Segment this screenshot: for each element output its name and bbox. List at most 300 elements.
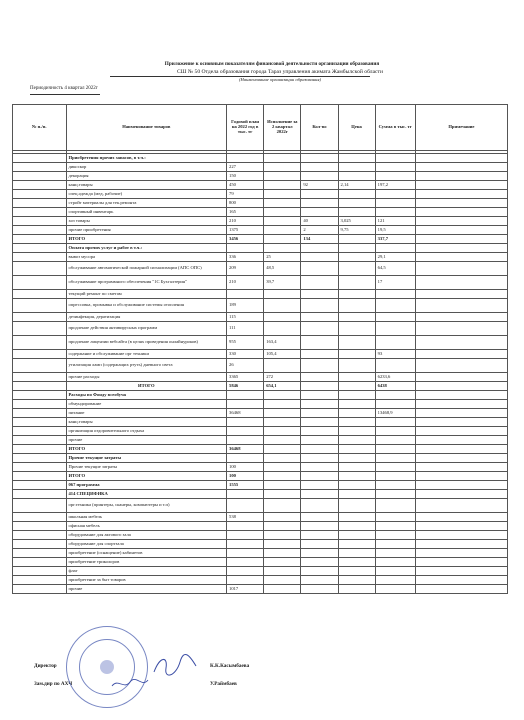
cell-name: прочие: [66, 585, 227, 594]
finance-table: [12, 104, 508, 594]
cell-sum: [375, 490, 415, 499]
deputy-name: У.Раймбаев: [210, 681, 237, 687]
director-label: Директор: [34, 663, 57, 669]
cell-sum: [375, 585, 415, 594]
table-row: [13, 208, 508, 217]
table-row: [13, 567, 508, 576]
cell-note: [415, 163, 507, 172]
cell-exec: [264, 226, 301, 235]
cell-qty: [301, 513, 338, 522]
cell-sum: [375, 172, 415, 181]
cell-note: [415, 463, 507, 472]
cell-exec: [264, 445, 301, 454]
cell-exec: [264, 531, 301, 540]
cell-exec: [264, 472, 301, 481]
cell-price: [338, 313, 375, 322]
cell-price: [338, 409, 375, 418]
cell-sum: [375, 208, 415, 217]
cell-price: [338, 290, 375, 299]
cell-n: [13, 235, 67, 244]
cell-plan: 79: [227, 190, 264, 199]
cell-n: [13, 549, 67, 558]
cell-name: спортивный инвентарь: [66, 208, 227, 217]
cell-sum: [375, 359, 415, 373]
cell-plan: [227, 558, 264, 567]
cell-n: [13, 253, 67, 262]
cell-plan: 3456: [227, 235, 264, 244]
cell-name: организация оздоровительного отдыха: [66, 427, 227, 436]
cell-exec: [264, 235, 301, 244]
cell-name: декорация: [66, 172, 227, 181]
cell-sum: [375, 513, 415, 522]
cell-n: [13, 290, 67, 299]
cell-plan: 100: [227, 463, 264, 472]
cell-note: [415, 336, 507, 350]
cell-name: спец.одежда (мед, рабочие): [66, 190, 227, 199]
cell-name: школьная мебель: [66, 513, 227, 522]
cell-note: [415, 436, 507, 445]
cell-exec: [264, 481, 301, 490]
cell-note: [415, 558, 507, 567]
cell-plan: 111: [227, 322, 264, 336]
cell-plan: [227, 436, 264, 445]
cell-name: дикоскор: [66, 163, 227, 172]
cell-name: обмундирование: [66, 400, 227, 409]
cell-sum: [375, 154, 415, 163]
period-label: Периодичность 4 квартал 2022г: [30, 86, 98, 91]
table-row: [13, 350, 508, 359]
cell-exec: [264, 163, 301, 172]
cell-sum: [375, 549, 415, 558]
cell-sum: [375, 472, 415, 481]
cell-note: [415, 409, 507, 418]
cell-exec: 48,5: [264, 262, 301, 276]
cell-qty: [301, 350, 338, 359]
cell-n: [13, 313, 67, 322]
cell-sum: 13468,9: [375, 409, 415, 418]
cell-n: [13, 262, 67, 276]
cell-price: [338, 382, 375, 391]
cell-qty: [301, 359, 338, 373]
cell-exec: 272: [264, 373, 301, 382]
cell-exec: 25: [264, 253, 301, 262]
cell-name: обслуживание автоматической пожарной сигнализации (АПС ОПС): [66, 262, 227, 276]
table-row: [13, 226, 508, 235]
cell-price: [338, 490, 375, 499]
deputy-label: Зам.дир по АХЧ: [34, 681, 73, 687]
cell-note: [415, 235, 507, 244]
deputy-signature: [110, 676, 150, 692]
cell-name: утилизация ламп (содержащих ртуть) дневного света: [66, 359, 227, 373]
cell-sum: [375, 418, 415, 427]
cell-name: питание: [66, 409, 227, 418]
cell-name: ИТОГО: [66, 382, 227, 391]
cell-sum: [375, 427, 415, 436]
col-header-note: Примечание: [415, 105, 507, 151]
cell-n: [13, 454, 67, 463]
cell-name: ИТОГО: [66, 472, 227, 481]
table-row: [13, 290, 508, 299]
cell-exec: [264, 290, 301, 299]
cell-exec: 39,7: [264, 276, 301, 290]
cell-plan: [227, 400, 264, 409]
table-row: [13, 190, 508, 199]
cell-plan: 165: [227, 208, 264, 217]
cell-qty: [301, 454, 338, 463]
cell-note: [415, 522, 507, 531]
table-row: [13, 253, 508, 262]
cell-exec: [264, 567, 301, 576]
cell-exec: [264, 436, 301, 445]
cell-sum: 93: [375, 350, 415, 359]
cell-price: 3,025: [338, 217, 375, 226]
table-row: [13, 163, 508, 172]
cell-n: [13, 190, 67, 199]
cell-sum: 121: [375, 217, 415, 226]
cell-qty: [301, 208, 338, 217]
cell-price: [338, 190, 375, 199]
cell-n: [13, 322, 67, 336]
cell-price: [338, 350, 375, 359]
cell-price: [338, 531, 375, 540]
cell-qty: [301, 336, 338, 350]
report-title: Приложение к основным показателям финансовой деятельности организации образования: [164, 61, 380, 67]
cell-n: [13, 400, 67, 409]
cell-sum: [375, 290, 415, 299]
table-header-row: [13, 105, 508, 151]
cell-sum: [375, 163, 415, 172]
cell-note: [415, 567, 507, 576]
cell-plan: 115: [227, 313, 264, 322]
cell-plan: [227, 244, 264, 253]
table-row: [13, 463, 508, 472]
cell-name: 067 программа: [66, 481, 227, 490]
cell-n: [13, 154, 67, 163]
cell-plan: 5846: [227, 382, 264, 391]
table-row: [13, 181, 508, 190]
col-header-sum: Сумма в тыс. тг: [375, 105, 415, 151]
cell-note: [415, 576, 507, 585]
cell-qty: 2: [301, 226, 338, 235]
cell-plan: 1555: [227, 481, 264, 490]
cell-exec: 654,1: [264, 382, 301, 391]
table-row: [13, 336, 508, 350]
cell-qty: [301, 163, 338, 172]
cell-qty: [301, 567, 338, 576]
cell-n: [13, 522, 67, 531]
cell-name: прочие: [66, 436, 227, 445]
cell-plan: 227: [227, 163, 264, 172]
cell-sum: 197,2: [375, 181, 415, 190]
cell-n: [13, 499, 67, 513]
cell-plan: 100: [227, 472, 264, 481]
cell-price: [338, 336, 375, 350]
cell-note: [415, 513, 507, 522]
cell-n: [13, 276, 67, 290]
cell-n: [13, 427, 67, 436]
cell-n: [13, 418, 67, 427]
cell-plan: [227, 427, 264, 436]
cell-exec: [264, 400, 301, 409]
cell-n: [13, 163, 67, 172]
cell-name: оборудование для актового зала: [66, 531, 227, 540]
cell-qty: [301, 558, 338, 567]
col-header-name: Наименование товаров: [66, 105, 227, 151]
cell-exec: [264, 181, 301, 190]
cell-name: вывоз мусора: [66, 253, 227, 262]
cell-plan: 450: [227, 181, 264, 190]
cell-plan: [227, 576, 264, 585]
cell-n: [13, 540, 67, 549]
cell-plan: 330: [227, 350, 264, 359]
cell-qty: [301, 436, 338, 445]
table-row: [13, 499, 508, 513]
cell-exec: 105,4: [264, 350, 301, 359]
cell-price: [338, 299, 375, 313]
cell-plan: [227, 499, 264, 513]
cell-exec: [264, 208, 301, 217]
cell-sum: [375, 558, 415, 567]
cell-price: [338, 567, 375, 576]
cell-qty: [301, 253, 338, 262]
table-body: [13, 154, 508, 594]
cell-qty: [301, 585, 338, 594]
cell-qty: [301, 322, 338, 336]
cell-name: содержание и обслуживание орг техники: [66, 350, 227, 359]
cell-exec: [264, 313, 301, 322]
table-row: [13, 262, 508, 276]
cell-exec: [264, 199, 301, 208]
cell-exec: [264, 499, 301, 513]
cell-exec: [264, 322, 301, 336]
cell-name: орг.техника (принтеры, сканеры, компьютеры и т.п): [66, 499, 227, 513]
cell-note: [415, 481, 507, 490]
organization-name: СШ № 50 Отдела образования города Тараз управления акимата Жамбылской области: [177, 69, 383, 75]
col-header-price: Цена: [338, 105, 375, 151]
cell-note: [415, 454, 507, 463]
cell-note: [415, 322, 507, 336]
cell-plan: 1017: [227, 585, 264, 594]
cell-name: прочие расходы: [66, 373, 227, 382]
cell-name: стройт материалы для тек.ремонта: [66, 199, 227, 208]
cell-n: [13, 513, 67, 522]
cell-exec: [264, 391, 301, 400]
cell-exec: [264, 190, 301, 199]
cell-price: [338, 558, 375, 567]
cell-note: [415, 172, 507, 181]
cell-plan: 26: [227, 359, 264, 373]
table-row: [13, 531, 508, 540]
table-row: [13, 235, 508, 244]
table-row: [13, 585, 508, 594]
cell-name: продление лицензии вебсайта (в целях проведения онлайнуроков): [66, 336, 227, 350]
cell-sum: [375, 336, 415, 350]
cell-qty: [301, 391, 338, 400]
col-header-plan: Годовой план на 2022 год в тыс. тг: [227, 105, 264, 151]
cell-plan: 209: [227, 262, 264, 276]
cell-name: оборудование для спортзала: [66, 540, 227, 549]
cell-qty: [301, 299, 338, 313]
cell-price: [338, 359, 375, 373]
cell-sum: [375, 445, 415, 454]
cell-note: [415, 290, 507, 299]
cell-name: прочие приобретения: [66, 226, 227, 235]
table-row: [13, 217, 508, 226]
col-header-number: № п./п.: [13, 105, 67, 151]
cell-n: [13, 585, 67, 594]
cell-price: [338, 418, 375, 427]
cell-price: [338, 463, 375, 472]
cell-plan: 538: [227, 513, 264, 522]
cell-note: [415, 585, 507, 594]
cell-qty: [301, 531, 338, 540]
cell-plan: [227, 490, 264, 499]
cell-sum: [375, 531, 415, 540]
cell-note: [415, 190, 507, 199]
cell-sum: [375, 244, 415, 253]
cell-sum: [375, 576, 415, 585]
cell-exec: [264, 299, 301, 313]
cell-name: Оплата прочих услуг и работ в т.ч.:: [66, 244, 227, 253]
cell-n: [13, 172, 67, 181]
table-row: [13, 382, 508, 391]
cell-price: [338, 522, 375, 531]
cell-note: [415, 382, 507, 391]
cell-sum: 17: [375, 276, 415, 290]
cell-name: флаг: [66, 567, 227, 576]
cell-note: [415, 531, 507, 540]
cell-exec: [264, 172, 301, 181]
cell-qty: [301, 481, 338, 490]
cell-exec: [264, 463, 301, 472]
cell-sum: [375, 313, 415, 322]
table-row: [13, 391, 508, 400]
cell-n: [13, 244, 67, 253]
cell-plan: 800: [227, 199, 264, 208]
cell-exec: [264, 576, 301, 585]
cell-price: [338, 436, 375, 445]
director-name: К.К.Касымбаева: [210, 663, 250, 669]
cell-exec: [264, 427, 301, 436]
cell-exec: [264, 244, 301, 253]
cell-sum: [375, 391, 415, 400]
cell-exec: 163,4: [264, 336, 301, 350]
cell-sum: [375, 522, 415, 531]
table-row: [13, 313, 508, 322]
cell-price: [338, 391, 375, 400]
cell-exec: [264, 549, 301, 558]
cell-price: [338, 276, 375, 290]
cell-qty: [301, 313, 338, 322]
table-row: [13, 154, 508, 163]
cell-name: продление действия антивирусных программ: [66, 322, 227, 336]
cell-plan: 1375: [227, 226, 264, 235]
table-row: [13, 418, 508, 427]
director-signature: [150, 652, 200, 680]
cell-price: [338, 481, 375, 490]
cell-qty: 134: [301, 235, 338, 244]
cell-name: приобретение за быт товаров: [66, 576, 227, 585]
cell-price: [338, 585, 375, 594]
cell-name: Приобретения прочих запасов, в т.ч.:: [66, 154, 227, 163]
cell-exec: [264, 154, 301, 163]
table-row: [13, 427, 508, 436]
cell-exec: [264, 454, 301, 463]
cell-note: [415, 154, 507, 163]
cell-name: опрессовка, промывка и обслуживание системы отопления: [66, 299, 227, 313]
cell-plan: [227, 154, 264, 163]
cell-plan: 189: [227, 299, 264, 313]
table-row: [13, 445, 508, 454]
cell-note: [415, 490, 507, 499]
cell-note: [415, 499, 507, 513]
cell-note: [415, 253, 507, 262]
organization-note: (Наименование организации образования): [238, 77, 322, 82]
cell-price: [338, 499, 375, 513]
cell-qty: [301, 373, 338, 382]
cell-price: [338, 549, 375, 558]
table-row: [13, 373, 508, 382]
cell-n: [13, 481, 67, 490]
cell-price: [338, 373, 375, 382]
cell-n: [13, 217, 67, 226]
cell-price: [338, 208, 375, 217]
cell-sum: 64,5: [375, 262, 415, 276]
cell-note: [415, 400, 507, 409]
cell-sum: [375, 199, 415, 208]
cell-name: обслуживание программного обеспечения "1С Бухгалтерия": [66, 276, 227, 290]
cell-exec: [264, 418, 301, 427]
cell-n: [13, 436, 67, 445]
cell-qty: 40: [301, 217, 338, 226]
cell-price: [338, 253, 375, 262]
cell-exec: [264, 409, 301, 418]
cell-plan: 955: [227, 336, 264, 350]
cell-qty: [301, 262, 338, 276]
table-row: [13, 540, 508, 549]
cell-plan: 150: [227, 172, 264, 181]
cell-note: [415, 391, 507, 400]
cell-price: [338, 400, 375, 409]
cell-sum: 6438: [375, 382, 415, 391]
cell-note: [415, 208, 507, 217]
cell-name: ИТОГО: [66, 235, 227, 244]
cell-sum: 29,1: [375, 253, 415, 262]
cell-sum: [375, 499, 415, 513]
cell-note: [415, 472, 507, 481]
cell-price: [338, 472, 375, 481]
cell-qty: 92: [301, 181, 338, 190]
cell-sum: 337,7: [375, 235, 415, 244]
cell-plan: 210: [227, 217, 264, 226]
cell-qty: [301, 522, 338, 531]
cell-plan: 210: [227, 276, 264, 290]
cell-name: приобретение (оснащение) кабинетов: [66, 549, 227, 558]
table-row: [13, 409, 508, 418]
cell-note: [415, 445, 507, 454]
cell-note: [415, 350, 507, 359]
cell-note: [415, 549, 507, 558]
cell-price: [338, 445, 375, 454]
cell-price: [338, 427, 375, 436]
cell-price: [338, 454, 375, 463]
table-row: [13, 490, 508, 499]
cell-qty: [301, 400, 338, 409]
cell-n: [13, 226, 67, 235]
cell-sum: [375, 540, 415, 549]
cell-sum: [375, 463, 415, 472]
cell-n: [13, 445, 67, 454]
